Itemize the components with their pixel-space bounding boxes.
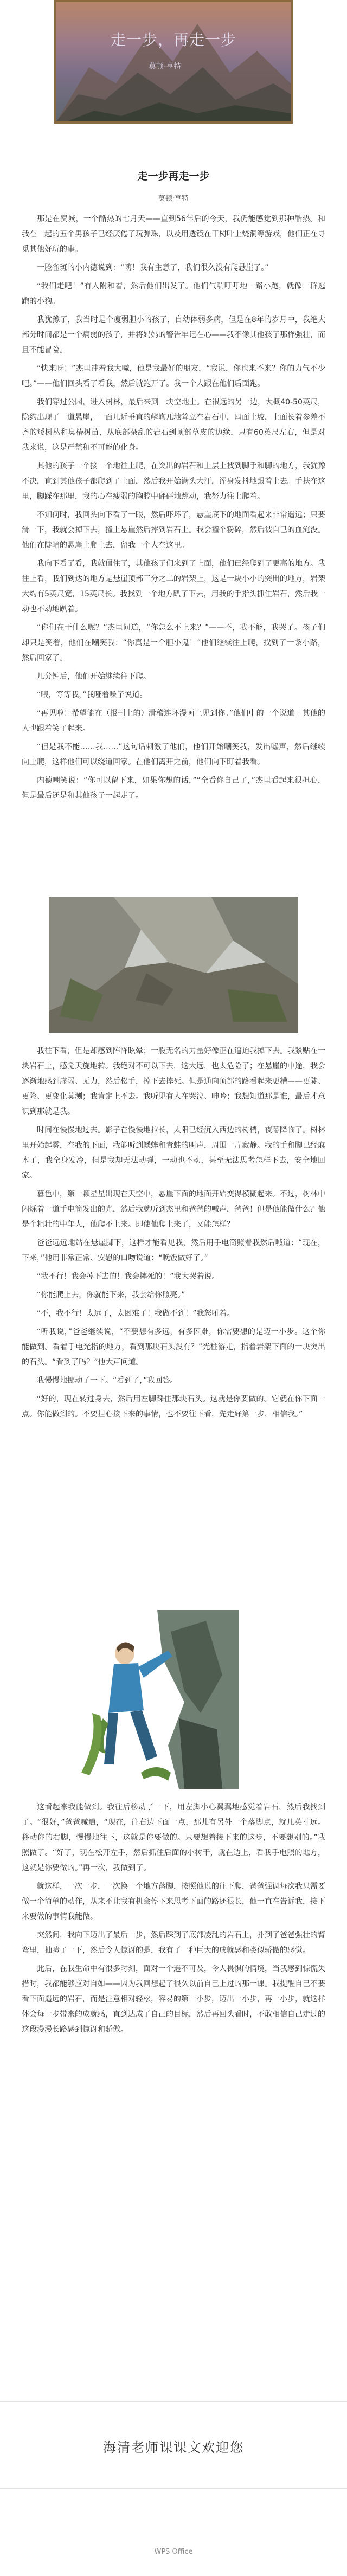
paragraph: 我往下看，但是却感到阵阵眩晕；一股无名的力量好像正在逼迫我掉下去。我紧贴在一块岩石上，感觉天旋地转。我绝对不可以下去，这大远，也太危险了；在悬崖的中途，我会逐渐地感到虚弱、无力，然后松手，掉下去摔死。但是通向顶部的路看起来更糟——更陡、更险、更变化莫测；我肯定上不去。我听见有人在哭泣、呻吟；我想知道那是谁，最后才意识到那就是我。 — [22, 1047, 325, 1116]
paragraph: “再见啦！希望能在（报刊上的）滑稽连环漫画上见到你。”他们中的一个说道。其他的人也跟着笑了起来。 — [22, 709, 325, 733]
paragraph: “你能爬上去，你就能下来，我会给你照亮。” — [37, 1291, 185, 1299]
paragraph: 时间在慢慢地过去。影子在慢慢地拉长，太阳已经沉入西边的树梢，夜幕降临了。树林里开始起雾，在我的下面，我能听到蟋蟀和青蛙的叫声，周围一片寂静。我的手和脚已经麻木了，我全身发冷，但是我却无法动弹，一动也不动，甚至无法思考怎样下去，安全地回家。 — [22, 1126, 325, 1180]
paragraph: “你们在干什么呢？”杰里问道，“你怎么不上来？”——不，我不能，我哭了。孩子们却只是笑着，他们在嘲笑我：“你真是一个胆小鬼！”他们继续往上爬，找到了一条小路，然后回家了。 — [22, 623, 325, 662]
divider — [0, 2401, 347, 2402]
paragraph: 一脸雀斑的小内德说到：“嗨！我有主意了，我们很久没有爬悬崖了。” — [37, 263, 269, 272]
article-body-part-1 — [22, 211, 325, 807]
paragraph: “但是我不能……我……”这句话刺激了他们，他们开始嘲笑我，发出嘘声，然后继续向上爬，这样他们可以绕道回家。在他们离开之前，他们向下盯着我看。 — [22, 743, 325, 767]
paragraph: 内德嘲笑说：“你可以留下来，如果你想的话，”“全看你自己了，”杰里看起来很担心，但是最后还是和其他孩子一起走了。 — [22, 776, 325, 800]
paragraph: 突然间，我向下迈出了最后一步，然后踩到了底部凌乱的岩石上，扑到了爸爸强壮的臂弯里，抽噎了一下，然后令人惊讶的是，我有了一种巨大的成就感和类似骄傲的感觉。 — [22, 1931, 325, 1955]
cliff-photo — [49, 897, 298, 1033]
paragraph: 那是在费城，一个酷热的七月天——直到56年后的今天，我仍能感觉到那种酷热。和我在一起的五个男孩子已经厌倦了玩弹珠，以及用透镜在干树叶上烧洞等游戏，他们正在寻觅其他好玩的事。 — [22, 215, 325, 254]
paragraph: 我犹豫了，我当时是个瘦弱胆小的孩子，自幼体弱多病，但是在8年的岁月中，我绝大部分时间都是一个病弱的孩子，并将妈妈的警告牢记在心——我不像其他孩子那样强壮，而且不能冒险。 — [22, 315, 325, 355]
paragraph: “好的，现在转过身去，然后用左脚踩住那块石头。这就是你要做的。它就在你下面一点。你能做到的。不要担心接下来的事情，也不要往下看，先走好第一步，相信我。” — [22, 1395, 325, 1419]
paragraph: 不知何时，我回头向下看了一眼，然后吓坏了，悬崖底下的地面看起来非常遥远；只要滑一下，我就会掉下去，撞上悬崖然后摔到岩石上。我会撞个粉碎，然后被自己的血淹没。他们在陡峭的悬崖上爬上去，留我一个人在这里。 — [22, 511, 325, 550]
article-author: 莫顿·亨特 — [158, 195, 189, 203]
paragraph: 其他的孩子一个接一个地往上爬，在突出的岩石和土层上找到脚手和脚的地方，我犹豫不决，直到其他孩子都爬到了上面，然后我开始满头大汗，浑身发抖地跟着上去。手扶在这里，脚踩在那里，我的心在瘦弱的胸腔中砰砰地跳动，我努力往上爬着。 — [22, 462, 325, 501]
paragraph: “喂，等等我，”我哑着嗓子说道。 — [37, 691, 147, 699]
hero-author: 莫顿·亨特 — [149, 62, 182, 71]
paragraph: 就这样，一次一步，一次换一个地方落脚，按照他说的往下爬，爸爸强调每次我只需要做一个简单的动作，从来不让我有机会停下来思考下面的路还很长，他一直在告诉我，接下来要做的事情我能做。 — [22, 1882, 325, 1921]
paragraph: 几分钟后，他们开始继续往下爬。 — [37, 672, 151, 681]
footer-welcome-text: 海清老师课课文欢迎您 — [103, 2440, 244, 2455]
hero-banner — [54, 0, 293, 124]
paragraph: 我们穿过公园，进入树林，最后来到一块空地上。在很远的另一边，大概40-50英尺，隐约出现了一道悬崖，一面几近垂直的嶙峋兀地耸立在岩石中，四面土坡，上面长着参差不齐的矮树丛和臭椿树苗，从底部杂乱的岩石到顶部草皮的边缘，只有60英尺左右，但是对我来说，这是严禁和不可能的化身。 — [22, 398, 325, 452]
paragraph: “我不行！我会掉下去的！我会摔死的！”我大哭着说。 — [37, 1272, 220, 1281]
paragraph: 我向下看了看，我就僵住了，其他孩子们来到了上面，他们已经爬到了更高的地方。我往上看，我们到达的地方是悬崖顶部三分之二的岩架上，这是一块小小的突出的地方，岩架大约有5英尺宽，15英尺长。我找到一个地方趴了下去，用我的手指头抓住岩石，然后我一动也不动地趴着。 — [22, 559, 325, 614]
mountain-photo-icon — [49, 897, 298, 1033]
climber-illustration — [76, 1610, 239, 1789]
divider — [0, 2488, 347, 2489]
paragraph: “听我说，”爸爸继续说，“不要想有多远，有多困难，你需要想的是迈一小步。这个你能做到。看着手电光指的地方，看到那块石头没有？”光柱游走，指着岩架下面的一块突出的石头。“看到了吗？”他大声问道。 — [22, 1328, 325, 1367]
article-body-part-2 — [22, 1044, 325, 1425]
paragraph: “快来呀！”杰里冲着我大喊，他是我最好的朋友，“我说，你也来不来？你的力气不少吧。”——他们回头看了看我，然后就跑开了。我一个人跟在他们后面跑。 — [22, 364, 325, 388]
article-body-part-3 — [22, 1800, 325, 2040]
wps-office-watermark: WPS Office — [154, 2548, 193, 2556]
paragraph: 此后，在我生命中有很多时刻，面对一个遥不可及，令人畏惧的情境，当我感到惊慌失措时，我都能够应对自如——因为我回想起了很久以前自己上过的那一课。我提醒自己不要看下面遥远的岩石，而是注意相对轻松，容易的第一小步，迈出一小步，再一小步，就这样体会每一步带来的成就感，直到达成了自己的目标，然后再回头看时，不敢相信自己走过的这段漫漫长路感到惊讶和骄傲。 — [22, 1965, 325, 2034]
paragraph: “不，我不行！太远了，太困难了！我做不到！”我怒吼着。 — [37, 1309, 235, 1318]
paragraph: 这看起来我能做到。我往后移动了一下，用左脚小心翼翼地感觉着岩石，然后我找到了。“很好，”爸爸喊道，“现在，往右边下面一点，那儿有另外一个落脚点，就几英寸远。移动你的右脚，慢慢地往下，这就是你要做的。只要想着接下来的这步，不要想别的。”我照做了。“好了，现在松开左手，然后抓住后面的小树干，就在边上，看我手电照的地方，这就是你要做的。”再一次，我做到了。 — [22, 1803, 325, 1872]
paragraph: 暮色中，第一颗星星出现在天空中，悬崖下面的地面开始变得模糊起来。不过，树林中闪烁着一道手电筒发出的光，然后我就听到杰里和爸爸的喊声，爸爸！但是他能做什么？他是个粗壮的中年人，他爬不上来。即使他爬上来了，又能怎样？ — [22, 1190, 325, 1229]
paragraph: 爸爸远远地站在悬崖脚下，这样才能看见我，然后用手电筒照着我然后喊道：“现在，下来，”他用非常正常、安慰的口吻说道：“晚饭做好了。” — [22, 1239, 325, 1263]
paragraph: 我慢慢地挪动了一下。“看到了，”我回答。 — [37, 1376, 178, 1385]
climber-drawing-icon — [76, 1610, 239, 1789]
article-title: 走一步再走一步 — [137, 170, 210, 182]
paragraph: “我们走吧！”有人附和着，然后他们出发了。他们气喘吁吁地一路小跑，就像一群逃跑的小狗。 — [22, 282, 325, 306]
hero-title: 走一步，再走一步 — [110, 31, 236, 49]
